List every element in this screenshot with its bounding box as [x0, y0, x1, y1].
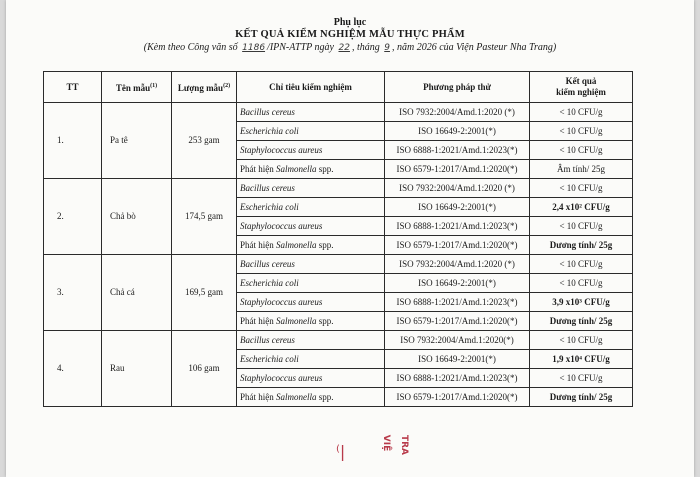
test-method: ISO 6888-1:2021/Amd.1:2023(*)	[385, 369, 530, 388]
test-indicator: Escherichia coli	[237, 122, 385, 141]
sample-number: 4.	[44, 331, 102, 407]
test-method: ISO 7932:2004/Amd.1:2020 (*)	[385, 255, 530, 274]
col-header-mass: Lượng mẫu$^{(2)}$	[172, 72, 237, 103]
handwritten-day: 22	[338, 43, 350, 53]
test-result: < 10 CFU/g	[530, 369, 633, 388]
table-row	[44, 331, 633, 350]
test-method: ISO 6579-1:2017/Amd.1:2020(*)	[385, 236, 530, 255]
test-indicator: Staphylococcus aureus	[237, 293, 385, 312]
col-header-tt: TT	[44, 72, 102, 103]
test-method: ISO 6579-1:2017/Amd.1:2020(*)	[385, 160, 530, 179]
test-result: Dương tính/ 25g	[530, 312, 633, 331]
test-indicator: Phát hiện Salmonella spp.	[237, 236, 385, 255]
test-indicator: Bacillus cereus	[237, 331, 385, 350]
test-result: 1,9 x10⁴ CFU/g	[530, 350, 633, 369]
test-method: ISO 16649-2:2001(*)	[385, 198, 530, 217]
test-indicator: Phát hiện Salmonella spp.	[237, 312, 385, 331]
test-result: Dương tính/ 25g	[530, 388, 633, 407]
test-indicator: Phát hiện Salmonella spp.	[237, 388, 385, 407]
test-result: < 10 CFU/g	[530, 331, 633, 350]
sample-mass: 174,5 gam	[172, 179, 237, 255]
test-indicator: Staphylococcus aureus	[237, 141, 385, 160]
col-header-name: Tên mẫu$^{(1)}$	[102, 72, 172, 103]
test-indicator: Bacillus cereus	[237, 255, 385, 274]
col-header-indicator: Chỉ tiêu kiểm nghiệm	[237, 72, 385, 103]
sample-mass: 253 gam	[172, 103, 237, 179]
subtitle-prefix: (Kèm theo Công văn số	[143, 42, 238, 53]
sample-number: 2.	[44, 179, 102, 255]
test-method: ISO 7932:2004/Amd.1:2020(*)	[385, 331, 530, 350]
sample-name: Rau	[102, 331, 172, 407]
test-method: ISO 7932:2004/Amd.1:2020 (*)	[385, 179, 530, 198]
test-result: Dương tính/ 25g	[530, 236, 633, 255]
test-indicator: Staphylococcus aureus	[237, 217, 385, 236]
appendix-label: Phụ lục	[333, 17, 367, 28]
test-result: 2,4 x10² CFU/g	[530, 198, 633, 217]
test-method: ISO 7932:2004/Amd.1:2020 (*)	[385, 103, 530, 122]
subtitle-mid2: tháng	[356, 42, 380, 53]
col-header-result: Kết quả kiểm nghiệm	[530, 72, 633, 103]
sample-name: Pa tê	[102, 103, 172, 179]
test-result: < 10 CFU/g	[530, 103, 633, 122]
test-method: ISO 16649-2:2001(*)	[385, 350, 530, 369]
sample-number: 3.	[44, 255, 102, 331]
test-method: ISO 6579-1:2017/Amd.1:2020(*)	[385, 388, 530, 407]
subtitle-mid1: /IPN-ATTP ngày	[267, 42, 334, 53]
sample-mass: 169,5 gam	[172, 255, 237, 331]
test-method: ISO 16649-2:2001(*)	[385, 274, 530, 293]
results-table	[43, 71, 633, 407]
subtitle-suffix: năm 2026 của Viện Pasteur Nha Trang)	[396, 42, 557, 53]
table-row	[44, 103, 633, 122]
document-title: KẾT QUẢ KIỂM NGHIỆM MẪU THỰC PHẨM	[235, 29, 465, 40]
test-result: < 10 CFU/g	[530, 274, 633, 293]
test-result: 3,9 x10³ CFU/g	[530, 293, 633, 312]
test-indicator: Bacillus cereus	[237, 103, 385, 122]
table-row	[44, 179, 633, 198]
handwritten-doc-number: 1186	[242, 43, 266, 53]
test-indicator: Escherichia coli	[237, 198, 385, 217]
test-indicator: Staphylococcus aureus	[237, 369, 385, 388]
test-method: ISO 6579-1:2017/Amd.1:2020(*)	[385, 312, 530, 331]
test-indicator: Phát hiện Salmonella spp.	[237, 160, 385, 179]
test-method: ISO 6888-1:2021/Amd.1:2023(*)	[385, 293, 530, 312]
test-indicator: Bacillus cereus	[237, 179, 385, 198]
document-subtitle: (Kèm theo Công văn số 1186 /IPN-ATTP ngày 22 , tháng 9 , năm 2026 của Viện Pasteur Nha Trang)	[143, 42, 557, 53]
test-result: < 10 CFU/g	[530, 141, 633, 160]
col-header-method: Phương pháp thử	[385, 72, 530, 103]
test-method: ISO 6888-1:2021/Amd.1:2023(*)	[385, 141, 530, 160]
test-method: ISO 6888-1:2021/Amd.1:2023(*)	[385, 217, 530, 236]
sample-name: Chả cá	[102, 255, 172, 331]
test-indicator: Escherichia coli	[237, 350, 385, 369]
test-result: < 10 CFU/g	[530, 122, 633, 141]
document-page	[6, 0, 694, 477]
sample-number: 1.	[44, 103, 102, 179]
handwritten-month: 9	[384, 43, 390, 53]
table-header-row	[44, 72, 633, 103]
red-stamp-fragment: ⁽| VIỆ TRA	[336, 434, 410, 461]
sample-mass: 106 gam	[172, 331, 237, 407]
test-result: < 10 CFU/g	[530, 255, 633, 274]
table-body	[44, 103, 633, 407]
test-result: < 10 CFU/g	[530, 179, 633, 198]
test-result: Âm tính/ 25g	[530, 160, 633, 179]
table-row	[44, 255, 633, 274]
test-result: < 10 CFU/g	[530, 217, 633, 236]
test-indicator: Escherichia coli	[237, 274, 385, 293]
test-method: ISO 16649-2:2001(*)	[385, 122, 530, 141]
sample-name: Chả bò	[102, 179, 172, 255]
